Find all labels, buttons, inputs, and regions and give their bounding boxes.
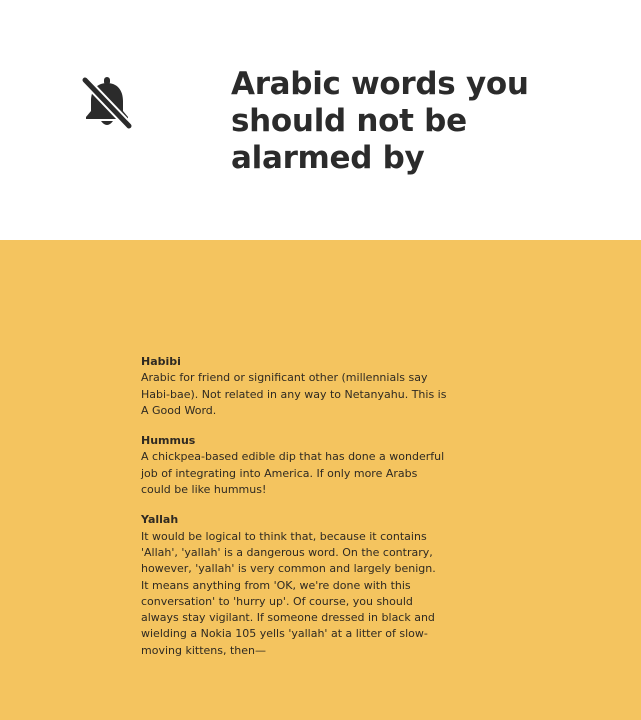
list-item <box>141 433 481 498</box>
list-item <box>141 354 481 419</box>
entry-definition: A chickpea-based edible dip that has done a wonderful job of integrating into America. If only more Arabs could be like hummus! <box>141 450 445 497</box>
entry-term: Hummus <box>141 434 196 448</box>
list-item <box>141 512 481 659</box>
bell-off-icon <box>80 74 134 132</box>
entry-definition: Arabic for friend or significant other (millennials say Habi-bae). Not related in any way to Netanyahu. This is A Good Word. <box>141 371 447 417</box>
entry-definition: It would be logical to think that, because it contains 'Allah', 'yallah' is a dangerous word. On the contrary, however, 'yallah' is very common and largely benign. It means anything from 'OK, we're done with this conversation' to 'hurry up'. Of course, you should always stay vigilant. If someone dressed in black and wielding a Nokia 105 yells 'yallah' at a litter of slow- moving kittens, then— <box>141 529 436 657</box>
word-list <box>141 354 481 673</box>
header-section <box>0 0 641 240</box>
entry-term: Yallah <box>141 513 179 527</box>
entry-term: Habibi <box>141 355 181 368</box>
page-title: Arabic words you should not be alarmed by <box>231 66 529 176</box>
